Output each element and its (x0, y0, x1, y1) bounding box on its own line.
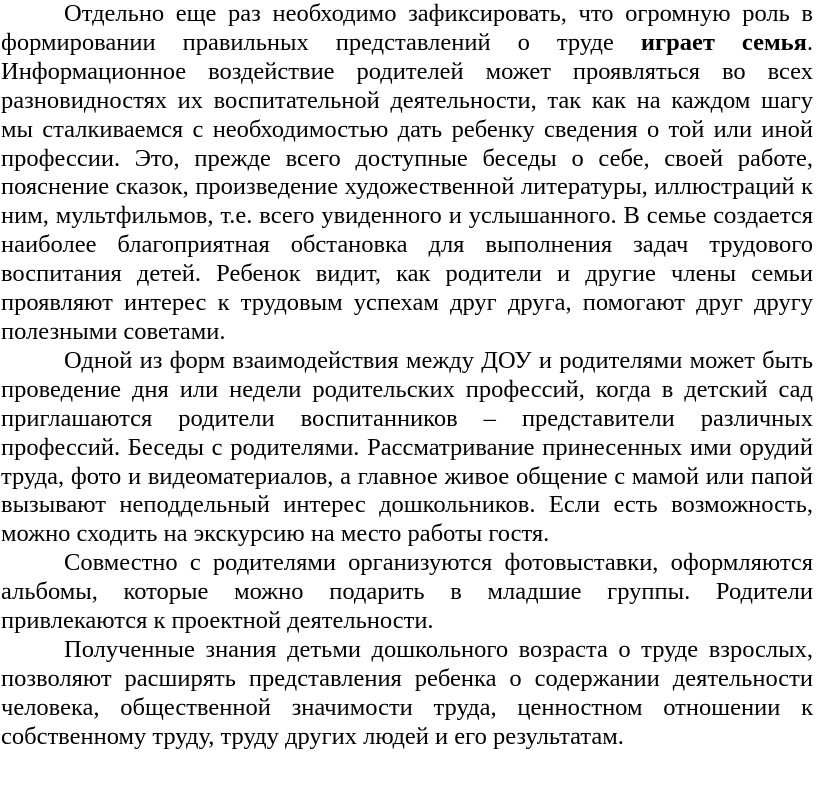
paragraph-family-role (1, 0, 813, 347)
paragraph-knowledge: Полученные знания детьми дошкольного возраста о труде взрослых, позволяют расширять представления ребенка о содержании деятельности человека, общественной значимости труда, ценностном отношении к собственному труду, труду других людей и его результатам. (1, 635, 813, 750)
paragraph-interaction-forms: Одной из форм взаимодействия между ДОУ и родителями может быть проведение дня или недели родительских профессий, когда в детский сад приглашаются родители воспитанников – представители различных профессий. Беседы с родителями. Рассматривание принесенных ими орудий труда, фото и видеоматериалов, а главное живое общение с мамой или папой вызывают неподдельный интерес дошкольников. Если есть возможность, можно сходить на экскурсию на место работы гостя. (1, 346, 813, 548)
paragraph-1-text-end: . Информационное воздействие родителей может проявляться во всех разновидностях их воспитательной деятельности, так как на каждом шагу мы сталкиваемся с необходимостью дать ребенку сведения о той или иной профессии. Это, прежде всего доступные беседы о себе, своей работе, пояснение сказок, произведение художественной литературы, иллюстраций к ним, мультфильмов, т.е. всего увиденного и услышанного. В семье создается наиболее благоприятная обстановка для выполнения задач трудового воспитания детей. Ребенок видит, как родители и другие члены семьи проявляют интерес к трудовым успехам друг друга, помогают друг другу полезными советами. (1, 28, 813, 345)
bold-phrase: играет семья (640, 28, 807, 56)
paragraph-1-text-start: Отдельно еще раз необходимо зафиксировать, что огромную роль в формировании правильных представлений о труде (1, 0, 813, 56)
paragraph-photo-exhibitions: Совместно с родителями организуются фотовыставки, оформляются альбомы, которые можно подарить в младшие группы. Родители привлекаются к проектной деятельности. (1, 549, 813, 635)
document-page (1, 0, 813, 752)
